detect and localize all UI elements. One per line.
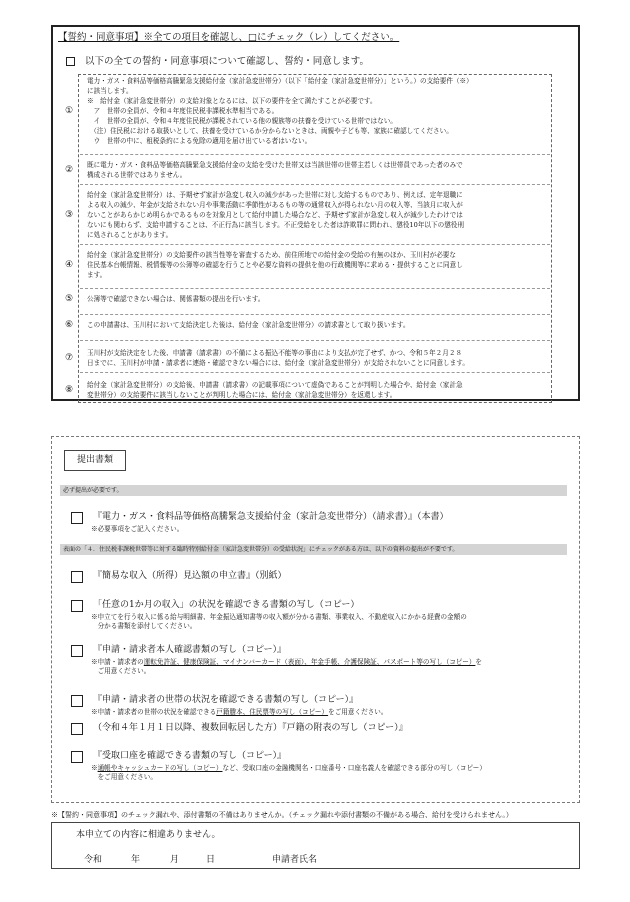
exempt-band: 表面の「４．住民税非課税世帯等に対する臨時特別給付金（家計急変世帯分）の受給状況」にチェックがある方は、以下の資料の提出が不要です。 xyxy=(60,544,567,555)
term-text xyxy=(87,250,548,280)
term-number: ⑧ xyxy=(65,384,74,395)
term-text xyxy=(87,348,548,368)
term-line: ないにも関わらず、支給申請することは、不正行為に該当します。不正受給をした者は詐欺罪に問われ、懲役10年以下の懲役刑 xyxy=(87,221,464,229)
term-separator xyxy=(80,314,550,315)
pledge-title-bracket: 【誓約・同意事項】 xyxy=(58,32,144,43)
documents-heading: 提出書類 xyxy=(64,450,126,471)
term-separator xyxy=(80,372,550,373)
term-line: 構成される世帯ではありません。 xyxy=(87,171,187,179)
document-note xyxy=(91,658,576,676)
term-text xyxy=(87,76,548,146)
term-text xyxy=(87,294,548,304)
term-number: ⑤ xyxy=(65,294,74,304)
date-era: 令和 xyxy=(84,855,103,865)
term-line: よる収入の減少、年金が支給されない月や事業活動に季節性があるもの等の通常収入が得られない月の収入等、当該月に収入が xyxy=(87,201,463,209)
document-checkbox[interactable] xyxy=(71,571,83,583)
term-line: 給付金（家計急変世帯分）の支給後、申請書（請求書）の記載事項について虚偽であることが判明した場合や、給付金（家計急 xyxy=(87,381,463,389)
term-number: ② xyxy=(65,164,74,175)
term-line: 給付金（家計急変世帯分）は、予期せず家計が急変し収入の減少があった世帯に対し支給するものであり、例えば、定年退職に xyxy=(87,191,463,199)
required-band: 必ず提出が必要です。 xyxy=(60,485,567,496)
term-number: ④ xyxy=(65,259,74,270)
term-separator xyxy=(80,154,550,155)
term-line: この申請書は、玉川村において支給決定した後は、給付金（家計急変世帯分）の請求書として取り扱います。 xyxy=(87,321,410,329)
document-checkbox[interactable] xyxy=(71,512,83,524)
term-line: ます。 xyxy=(87,271,107,279)
term-line: （注）住民税における取扱いとして、扶養を受けているか分からないときは、両親や子ども等、家族に確認してください。 xyxy=(87,127,453,135)
term-separator xyxy=(80,340,550,341)
term-line: 給付金（家計急変世帯分）の支給要件の該当性等を審査するため、前住所地での給付金の受給の有無のほか、玉川村が必要な xyxy=(87,251,456,259)
document-checkbox[interactable] xyxy=(71,695,83,707)
agree-all-label: 以下の全ての誓約・同意事項について確認し、誓約・同意します。 xyxy=(85,56,370,67)
term-line: 公簿等で確認できない場合は、関係書類の提出を行います。 xyxy=(87,295,265,303)
date-day: 日 xyxy=(206,855,216,865)
term-number: ① xyxy=(65,105,74,116)
term-number: ⑥ xyxy=(65,320,74,330)
document-note-line: ご用意ください。 xyxy=(91,667,151,675)
document-note-line: をご用意ください。 xyxy=(91,773,157,781)
document-note xyxy=(91,764,576,782)
pledge-title xyxy=(58,31,438,45)
document-title: 『申請・請求者の世帯の状況を確認できる書類の写し（コピー）』 xyxy=(93,695,359,705)
date-year: 年 xyxy=(131,855,141,865)
terms-list xyxy=(65,74,552,403)
document-checkbox[interactable] xyxy=(71,723,83,735)
footnote: ※【誓約・同意事項】のチェック漏れや、添付書類の不備はありませんか。（チェック漏れや添付書類の不備がある場合、給付を受けられません。） xyxy=(51,811,513,819)
term-line: に該当します。 xyxy=(87,87,133,95)
date-month: 月 xyxy=(170,855,180,865)
document-title: 『受取口座を確認できる書類の写し（コピー）』 xyxy=(93,751,287,761)
term-line: 変世帯分）の支給要件に該当しないことが判明した場合には、給付金（家計急変世帯分）を返還します。 xyxy=(87,391,397,399)
term-text xyxy=(87,190,548,240)
term-text xyxy=(87,380,548,400)
document-note-line: ※申立てを行う収入に係る給与明細書、年金振込通知書等の収入額が分かる書類、事業収入、不動産収入にかかる経費の金額の xyxy=(91,613,467,621)
document-note xyxy=(91,708,576,717)
term-line: 既に電力・ガス・食料品等価格高騰緊急支援給付金の支給を受けた世帯又は当該世帯の世帯主若しくは世帯員であった者のみで xyxy=(87,161,463,169)
document-checkbox[interactable] xyxy=(71,600,83,612)
document-checkbox[interactable] xyxy=(71,645,83,657)
declaration-text: 本申立ての内容に相違ありません。 xyxy=(76,830,221,840)
term-number: ⑦ xyxy=(65,352,74,363)
document-title: 『簡易な収入（所得）見込額の申立書』（別紙） xyxy=(93,571,287,581)
document-note-line: 分かる書類を添付してください。 xyxy=(91,622,197,630)
term-line: ウ 世帯の中に、租税条約による免除の適用を届け出ている者はいない。 xyxy=(87,137,312,145)
term-number: ③ xyxy=(65,209,74,220)
term-line: 日までに、玉川村が申請・請求者に連絡・確認できない場合には、給付金（家計急変世帯分）が支給されないことに同意します。 xyxy=(87,359,469,367)
term-separator xyxy=(80,184,550,185)
agree-all-checkbox[interactable] xyxy=(66,57,75,66)
document-title: （令和４年１月１日以降、複数回転居した方）『戸籍の附表の写し（コピー）』 xyxy=(93,723,408,733)
pledge-title-instruction: ※全ての項目を確認し、□にチェック（レ）してください。 xyxy=(143,32,400,43)
document-title: 「任意の1か月の収入」の状況を確認できる書類の写し（コピー） xyxy=(93,600,360,610)
term-line: ないことがあらかじめ明らかであるものを対象月として給付申請した場合など、予期せず家計が急変し収入が減少したわけでは xyxy=(87,211,463,219)
term-line: ア 世帯の全員が、令和４年度住民税非課税水準相当である。 xyxy=(87,107,279,115)
term-separator xyxy=(80,244,550,245)
document-note-line: ※申請・請求者の運転免許証、健康保険証、マイナンバーカード（表面）、年金手帳、介護保険証、パスポート等の写し（コピー）を xyxy=(91,658,483,666)
term-text xyxy=(87,160,548,180)
term-line: 電力・ガス・食料品等価格高騰緊急支援給付金（家計急変世帯分）（以下「給付金（家計急変世帯分）」という。）の支給要件（※） xyxy=(87,77,473,85)
term-line: 玉川村が支給決定をした後、申請書（請求書）の不備による振込不能等の事由により支払が完了せず、かつ、令和５年２月２８ xyxy=(87,349,463,357)
document-note xyxy=(91,525,576,534)
document-note-line: ※通帳やキャッシュカードの写し（コピー）など、受取口座の金融機関名・口座番号・口座名義人を確認できる部分の写し（コピー） xyxy=(91,764,486,772)
agree-all-row[interactable] xyxy=(66,55,369,69)
term-line: 住民基本台帳情報、税情報等の公簿等の確認を行うことや必要な資料の提供を他の行政機関等に求める・提供することに同意し xyxy=(87,261,463,269)
document-note-line: ※必要事項をご記入ください。 xyxy=(91,525,184,533)
document-note-line: ※申請・請求者の世帯の状況を確認できる戸籍謄本、住民票等の写し（コピー）をご用意ください。 xyxy=(91,708,388,716)
applicant-name-label: 申請者氏名 xyxy=(272,855,318,865)
term-text xyxy=(87,320,548,330)
document-title: 『申請・請求者本人確認書類の写し（コピー）』 xyxy=(93,645,287,655)
term-line: イ 世帯の全員が、令和４年度住民税が課税されている他の親族等の扶養を受けている世帯ではない。 xyxy=(87,117,397,125)
term-line: に処されることがあります。 xyxy=(87,231,173,239)
document-checkbox[interactable] xyxy=(71,751,83,763)
document-note xyxy=(91,613,576,631)
term-line: ※ 給付金（家計急変世帯分）の支給対象となるには、以下の要件を全て満たすことが必要です。 xyxy=(87,97,377,105)
document-title: 『電力・ガス・食料品等価格高騰緊急支援給付金（家計急変世帯分）（請求書）』（本書） xyxy=(93,512,449,522)
term-separator xyxy=(80,288,550,289)
